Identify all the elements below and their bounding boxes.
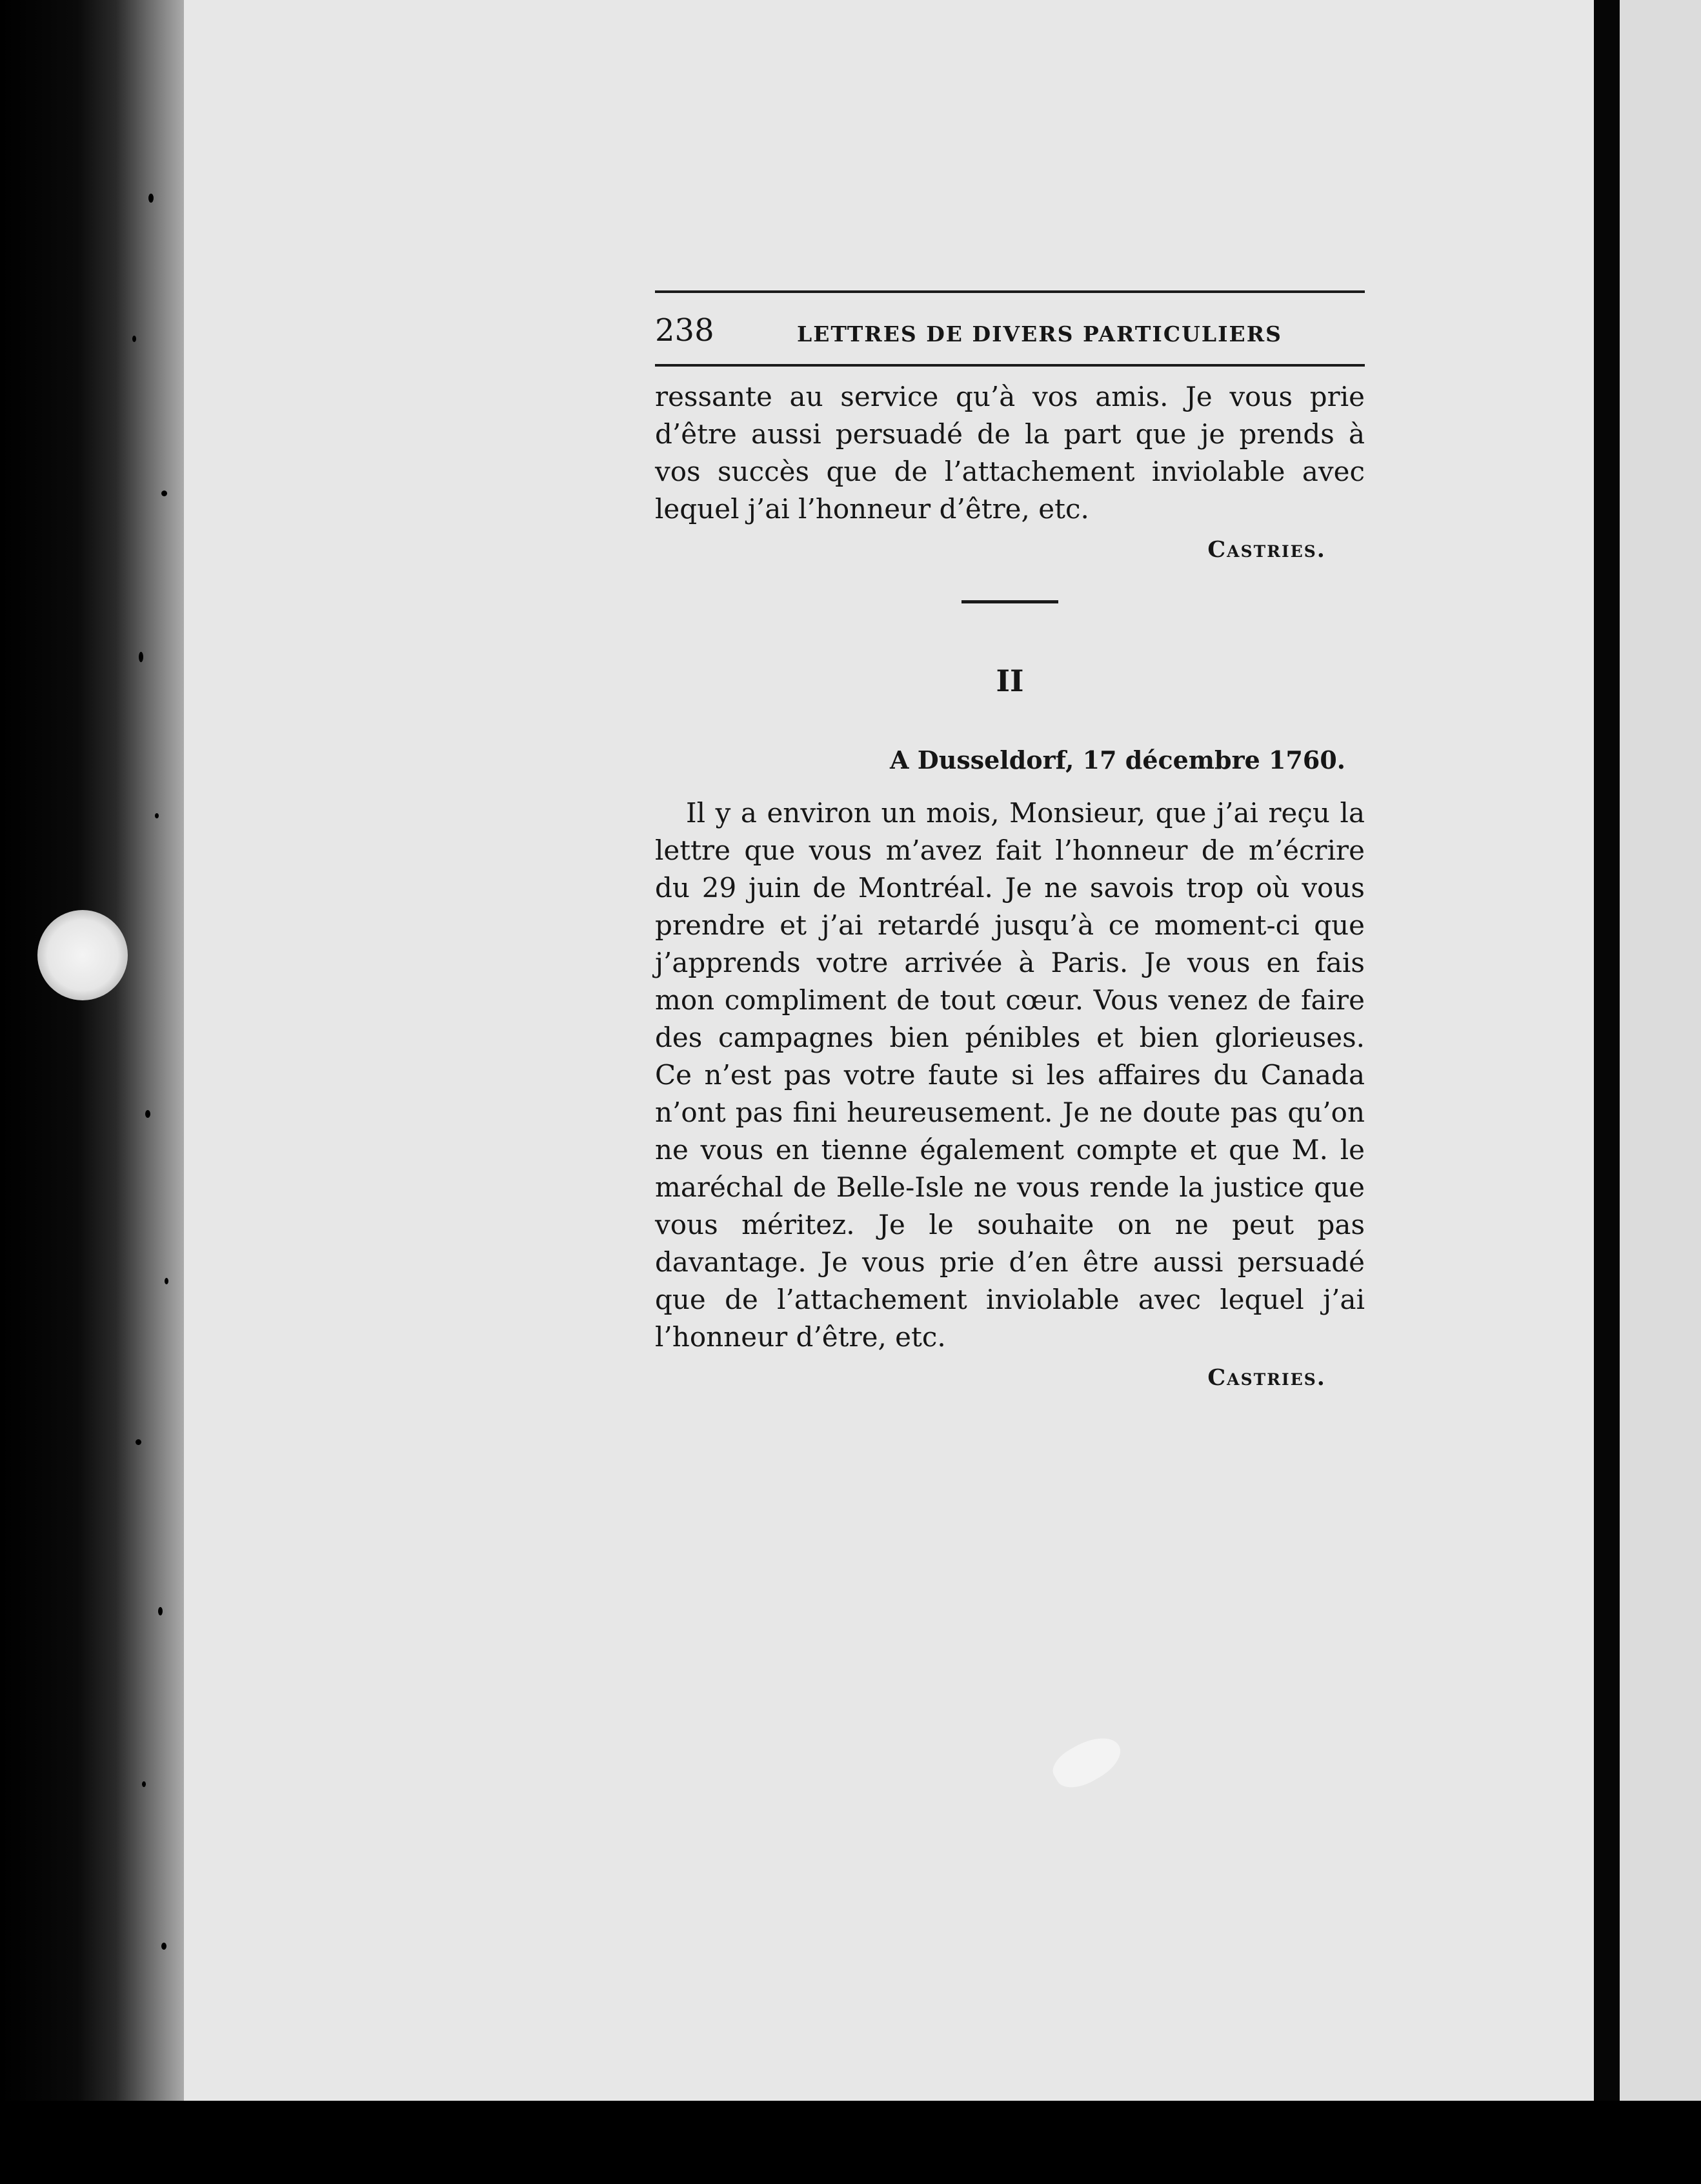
letter-two-text: Il y a environ un mois, Monsieur, que j’ai reçu la lettre que vous m’avez fait l’honneur de m’écrire du 29 juin de Montréal. Je ne savois trop où vous prendre et j’ai retardé jusqu’à ce moment-ci que j’apprends votre arrivée à Paris. Je vous en fais mon compliment de tout cœur. Vous venez de faire des campagnes bien pénibles et bien glorieuses. Ce n’est pas votre faute si les affaires du Canada n’ont pas fini heureusement. Je ne doute pas qu’on ne vous en tienne également compte et que M. le maréchal de Belle-Isle ne vous rende la justice que vous méritez. Je le souhaite on ne peut pas davantage. Je vous prie d’en être aussi persuadé que de l’attachement inviolable avec lequel j’ai l’honneur d’être, etc. — [655, 797, 1365, 1353]
letter-one-text: ressante au service qu’à vos amis. Je vous prie d’être aussi persuadé de la part que je prends à vos succès que de l’attachement inviolable avec lequel j’ai l’honneur d’être, etc. — [655, 381, 1365, 525]
letter-one-signature: Castries. — [1207, 536, 1326, 563]
page-tear — [37, 910, 128, 1000]
letter-two-dateline: A Dusseldorf, 17 décembre 1760. — [890, 745, 1345, 774]
section-numeral: II — [996, 663, 1024, 698]
book-page — [655, 290, 1365, 1392]
scan-margin — [0, 0, 194, 2184]
adjacent-page-edge — [1620, 0, 1701, 2101]
scan-bottom-edge — [0, 2101, 1701, 2184]
page-number: 238 — [655, 312, 714, 349]
section-divider — [961, 600, 1058, 603]
running-head: LETTRES DE DIVERS PARTICULIERS — [797, 321, 1282, 347]
letter-two-signature: Castries. — [1207, 1364, 1326, 1391]
gutter-bar — [1594, 0, 1620, 2101]
page-header — [655, 293, 1365, 364]
